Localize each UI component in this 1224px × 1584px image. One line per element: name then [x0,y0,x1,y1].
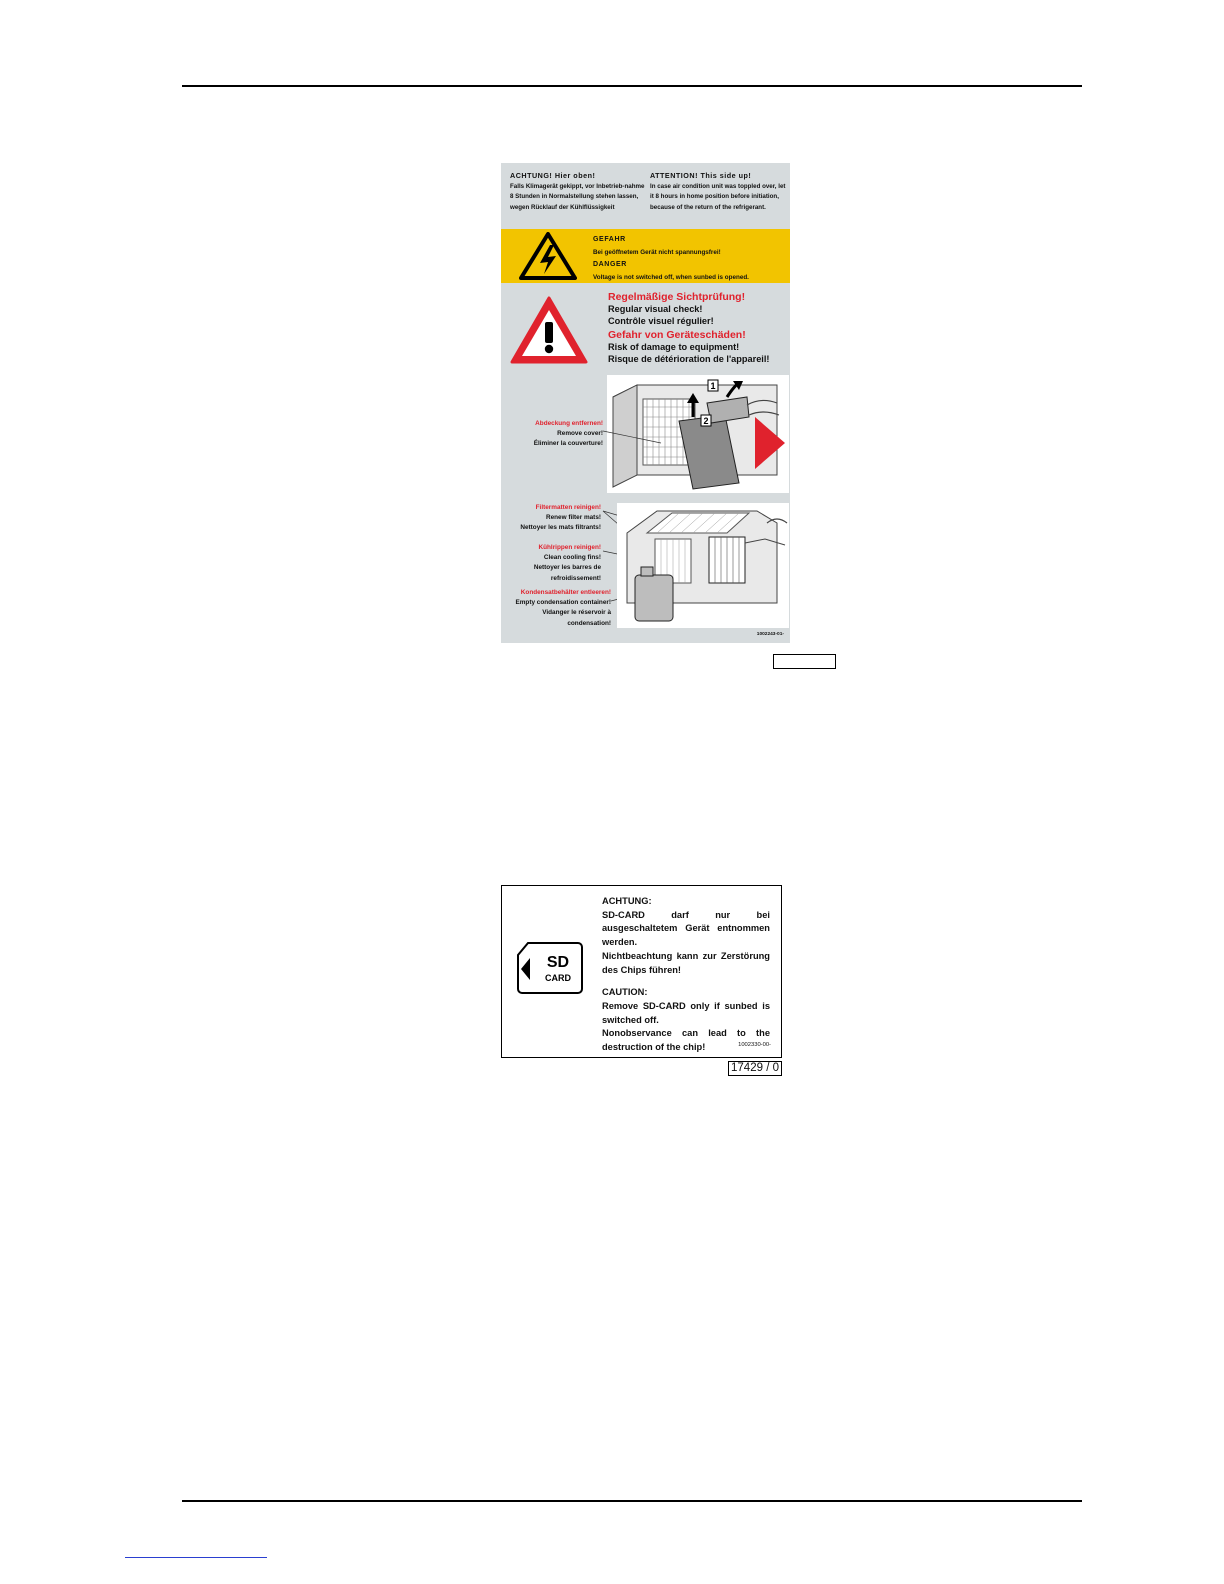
sd-small-text: CARD [545,973,571,983]
notice-german-text: Falls Klimagerät gekippt, vor Inbetrieb-nahme 8 Stunden in Normalstellung stehen lassen, wegen Rücklauf der Kühlflüssigkeit [510,182,645,211]
english-line-1: Remove SD-CARD only if sunbed is switched off. [602,1000,770,1025]
filter-en: Renew filter mats! [545,514,601,522]
achtung-heading: ACHTUNG: [602,896,652,906]
footer-link-underline[interactable] [125,1557,267,1558]
cover-fr: Éliminer la couverture! [533,440,603,448]
notice-german-heading: ACHTUNG! Hier oben! [510,171,596,180]
damage-en: Risk of damage to equipment! [608,342,740,352]
german-line-2: Nichtbeachtung kann zur Zerstörung des Chips führen! [602,950,770,975]
filter-fr: Nettoyer les mats filtrants! [520,524,601,532]
remove-cover-caption [501,419,603,450]
air-condition-warning-label [501,163,790,643]
cover-en: Remove cover! [557,430,603,438]
cleaning-drawing-icon [617,503,789,628]
gefahr-text: Bei geöffnetem Gerät nicht spannungsfrei! [593,248,721,256]
cover-de: Abdeckung entfernen! [535,420,603,427]
condensation-caption [501,588,611,629]
check-en: Regular visual check! [608,304,703,314]
notice-english-text: In case air condition unit was toppled over, let it 8 hours in home position before initiation, because of the return of the refrigerant. [650,182,786,211]
filter-de: Filtermatten reinigen! [535,504,601,511]
header-rule [182,85,1082,87]
filter-caption [501,503,601,534]
caution-heading: CAUTION: [602,987,648,998]
label1-part-number: 1002243-01- [756,632,784,637]
label2-part-number: 1002330-00- [738,1042,771,1048]
footer-rule [182,1500,1082,1502]
sd-card-text [602,895,770,1055]
figure-reference-number: 17429 / 0 [728,1061,782,1076]
cleaning-illustration [617,503,789,628]
english-line-2: Nonobservance can lead to the destruction of the chip! [602,1028,770,1053]
damage-de: Gefahr von Geräteschäden! [608,329,746,341]
fins-en: Clean cooling fins! [543,554,601,562]
danger-heading: DANGER [593,261,627,269]
notice-english-heading: ATTENTION! This side up! [650,171,752,180]
cond-en: Empty condensation container! [515,599,611,607]
sd-card-caution-label [501,885,782,1058]
gefahr-heading: GEFAHR [593,236,626,243]
german-line-1: SD-CARD darf nur bei ausgeschaltetem Gerät entnommen werden. [602,909,770,948]
sd-card-icon [516,941,586,997]
damage-fr: Risque de détérioration de l'appareil! [608,353,770,364]
cond-de: Kondensatbehälter entleeren! [520,589,611,596]
check-fr: Contrôle visuel régulier! [608,315,714,326]
cond-fr: Vidanger le réservoir à condensation! [542,609,611,627]
fins-de: Kühlrippen reinigen! [538,544,601,551]
cooling-fins-caption [501,543,601,584]
sd-big-text: SD [546,954,570,971]
figure-reference-box [773,654,836,669]
fins-fr: Nettoyer les barres de refroidissement! [533,564,601,582]
check-de: Regelmäßige Sichtprüfung! [608,291,746,303]
danger-text-en: Voltage is not switched off, when sunbed is opened. [593,273,749,281]
step-2-label: 2 [703,416,709,426]
step-1-label: 1 [710,381,716,391]
